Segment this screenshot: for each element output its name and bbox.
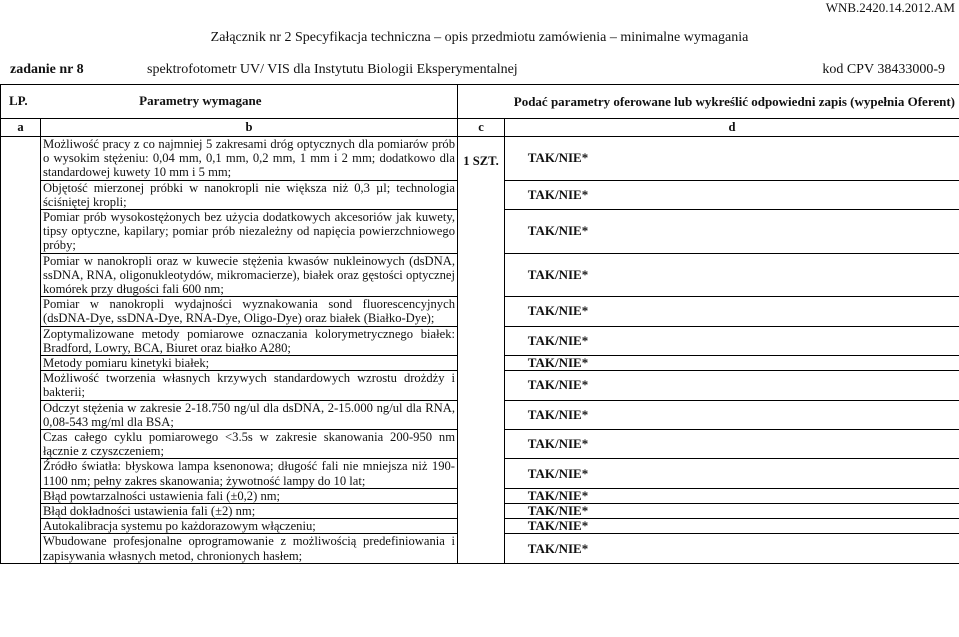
answer-cell — [505, 253, 959, 297]
answer-cell — [505, 504, 959, 519]
cpv-code: kod CPV 38433000-9 — [822, 62, 945, 77]
answer-cell — [505, 459, 959, 488]
requirement-text: Metody pomiaru kinetyki białek; — [41, 356, 458, 371]
requirement-text: Pomiar prób wysokostężonych bez użycia dodatkowych akcesoriów jak kuwety, tipsy optyczne, kapilary; pomiar prób niezależny od napięcia powierzchniowego próby; — [41, 210, 458, 254]
requirement-text: Czas całego cyklu pomiarowego <3.5s w zakresie skanowania 200-950 nm łącznie z czyszczeniem; — [41, 430, 458, 459]
answer-cell — [505, 137, 959, 181]
requirement-text: Objętość mierzonej próbki w nanokropli nie większa niż 0,3 µl; technologia ściśniętej kropli; — [41, 180, 458, 209]
answer-cell — [505, 326, 959, 355]
answer-text: TAK/NIE* — [527, 332, 589, 348]
answer-text: TAK/NIE* — [527, 436, 589, 452]
answer-cell — [505, 400, 959, 429]
answer-cell — [505, 180, 959, 209]
answer-cell — [505, 519, 959, 534]
requirement-text: Zoptymalizowane metody pomiarowe oznaczania kolorymetrycznego białek: Bradford, Lowry, BCA, Biuret oraz białko A280; — [41, 326, 458, 355]
requirement-text: Wbudowane profesjonalne oprogramowanie z możliwością predefiniowania i zapisywania własnych metod, chronionych hasłem; — [41, 534, 458, 563]
answer-text: TAK/NIE* — [527, 186, 589, 202]
answer-cell — [505, 210, 959, 254]
answer-text: TAK/NIE* — [527, 355, 589, 371]
answer-text: TAK/NIE* — [527, 266, 589, 282]
requirement-text: Błąd powtarzalności ustawienia fali (±0,2) nm; — [41, 488, 458, 503]
specification-table — [0, 84, 959, 564]
document-reference: WNB.2420.14.2012.AM — [825, 0, 955, 15]
offer-header: Podać parametry oferowane lub wykreślić odpowiedni zapis (wypełnia Oferent) — [458, 85, 959, 119]
requirement-text: Pomiar w nanokropli oraz w kuwecie stężenia kwasów nukleinowych (dsDNA, ssDNA, RNA, oligonukleotydów, mikromacierze), białek oraz gęstości optycznej komórek przy długości fali 600 nm; — [41, 253, 458, 297]
answer-text: TAK/NIE* — [527, 303, 589, 319]
answer-text: TAK/NIE* — [527, 487, 589, 503]
requirement-text: Możliwość pracy z co najmniej 5 zakresami dróg optycznych dla pomiarów prób o wysokim stężeniu: 0,04 mm, 0,1 mm, 0,2 mm, 1 mm i 2 mm; dodatkowo dla standardowej kuwety 10 mm i 5 mm; — [41, 137, 458, 181]
answer-text: TAK/NIE* — [527, 223, 589, 239]
answer-cell — [505, 534, 959, 563]
requirement-text: Źródło światła: błyskowa lampa ksenonowa; długość fali nie mniejsza niż 190-1100 nm; pełny zakres skanowania; żywotność lampy do 10 lat; — [41, 459, 458, 488]
params-header-cell — [1, 85, 458, 119]
answer-text: TAK/NIE* — [527, 518, 589, 534]
column-letter-d: d — [505, 119, 959, 137]
quantity-cell: 1 SZT. — [458, 137, 505, 564]
requirement-text: Odczyt stężenia w zakresie 2-18.750 ng/ul dla dsDNA, 2-15.000 ng/ul dla RNA, 0,08-543 mg/ml dla BSA; — [41, 400, 458, 429]
annex-title: Załącznik nr 2 Specyfikacja techniczna – opis przedmiotu zamówienia – minimalne wymagania — [210, 30, 749, 45]
answer-text: TAK/NIE* — [527, 406, 589, 422]
task-number: zadanie nr 8 — [10, 62, 84, 77]
answer-cell — [505, 356, 959, 371]
lp-header: LP. — [9, 93, 28, 109]
lp-cell — [1, 137, 41, 564]
answer-cell — [505, 297, 959, 326]
answer-cell — [505, 371, 959, 400]
answer-text: TAK/NIE* — [527, 465, 589, 481]
table-row — [1, 137, 959, 181]
column-letter-a: a — [1, 119, 41, 137]
answer-cell — [505, 430, 959, 459]
column-letter-b: b — [41, 119, 458, 137]
answer-text: TAK/NIE* — [527, 150, 589, 166]
answer-text: TAK/NIE* — [527, 540, 589, 556]
column-letter-c: c — [458, 119, 505, 137]
task-subject: spektrofotometr UV/ VIS dla Instytutu Biologii Eksperymentalnej — [147, 62, 518, 77]
requirement-text: Możliwość tworzenia własnych krzywych standardowych wzrostu drożdży i bakterii; — [41, 371, 458, 400]
requirement-text: Autokalibracja systemu po każdorazowym włączeniu; — [41, 519, 458, 534]
answer-text: TAK/NIE* — [527, 377, 589, 393]
answer-cell — [505, 488, 959, 503]
requirement-text: Pomiar w nanokropli wydajności wyznakowania sond fluorescencyjnych (dsDNA-Dye, ssDNA-Dye, RNA-Dye, Oligo-Dye) oraz białek (Białko-Dye); — [41, 297, 458, 326]
requirement-text: Błąd dokładności ustawienia fali (±2) nm; — [41, 504, 458, 519]
answer-text: TAK/NIE* — [527, 503, 589, 519]
params-header: Parametry wymagane — [139, 93, 262, 109]
